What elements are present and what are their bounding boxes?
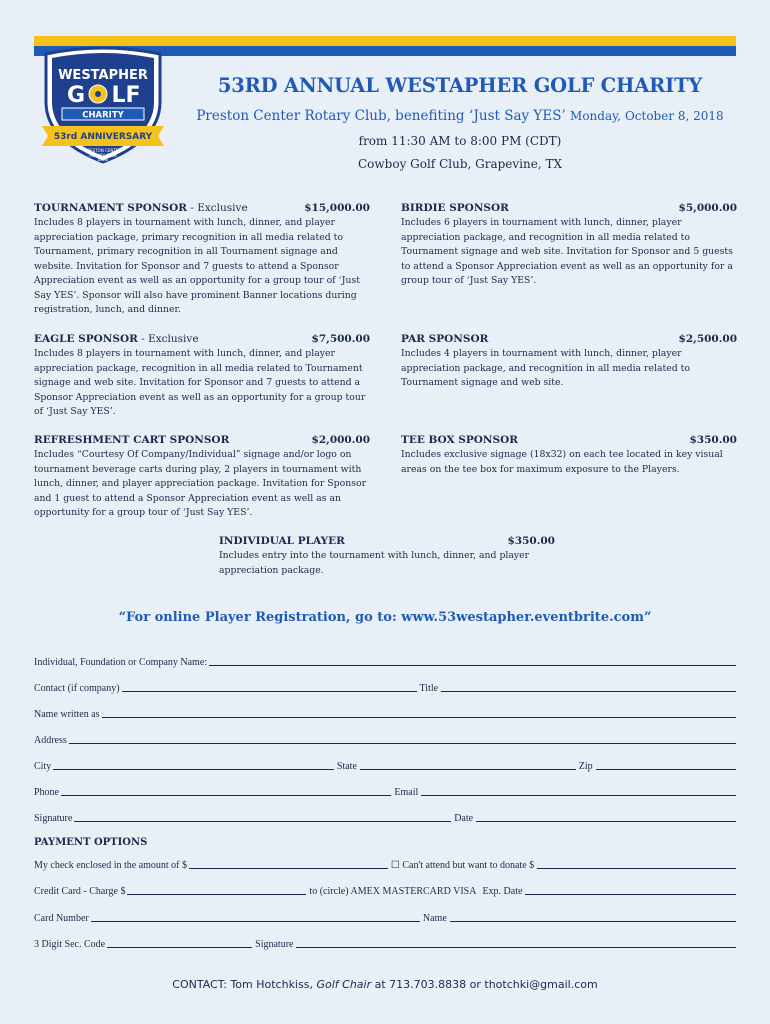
- event-date: Monday, October 8, 2018: [570, 109, 724, 123]
- online-registration[interactable]: “For online Player Registration, go to: www.53westapher.eventbrite.com”: [118, 610, 652, 625]
- contact-role: Golf Chair: [316, 978, 372, 991]
- sponsor-price: $350.00: [507, 535, 555, 547]
- credit-card-label: Credit Card - Charge $: [34, 886, 126, 897]
- contact-field[interactable]: [122, 682, 417, 692]
- form-row-contact: [34, 680, 736, 694]
- event-subtitle: [180, 108, 740, 124]
- card-type-label: to (circle) AMEX MASTERCARD VISA: [309, 886, 477, 897]
- card-signature-label: Signature: [255, 939, 294, 950]
- logo-line2-left: G: [66, 83, 86, 108]
- title-label: Title: [419, 683, 439, 694]
- form-row-phone: [34, 784, 736, 798]
- city-label: City: [34, 761, 52, 772]
- sponsor-exclusive: - Exclusive: [186, 202, 248, 214]
- form-row-city: [34, 758, 736, 772]
- name-written-field[interactable]: [102, 708, 736, 718]
- sponsor-name: PAR SPONSOR: [401, 333, 489, 345]
- form-row-signature: [34, 810, 736, 824]
- refreshment-cart-sponsor: [34, 433, 370, 521]
- contact-suffix[interactable]: at 713.703.8838 or thotchki@gmail.com: [371, 978, 598, 991]
- date-field[interactable]: [476, 812, 736, 822]
- name-field[interactable]: [209, 656, 736, 666]
- name-written-label: Name written as: [34, 709, 100, 720]
- exp-date-label: Exp. Date: [482, 886, 523, 897]
- birdie-sponsor: [401, 201, 737, 289]
- logo-small2: ROTARY CLUB: [89, 153, 117, 158]
- sponsor-price: $7,500.00: [311, 333, 370, 345]
- card-number-field[interactable]: [91, 912, 420, 922]
- sec-code-field[interactable]: [107, 938, 252, 948]
- sponsor-price: $2,500.00: [678, 333, 737, 345]
- eagle-sponsor: [34, 332, 370, 420]
- zip-label: Zip: [578, 761, 593, 772]
- westapher-golf-charity-logo: [34, 40, 172, 166]
- form-row-name-written: [34, 706, 736, 720]
- signature-field[interactable]: [74, 812, 451, 822]
- sponsor-description: Includes 8 players in tournament with lunch, dinner, and player appreciation package, primary recognition in all media related to Tournament, primary recognition in all Tournament signage and website. Invitation for Sponsor and 7 guests to attend a Sponsor Appreciation event as well as an opportunity for a group tour of ‘Just Say YES’. Sponsor will also have prominent Banner locations during registration, lunch, and dinner.: [34, 217, 360, 315]
- sponsor-price: $15,000.00: [304, 202, 370, 214]
- logo-banner: 53rd ANNIVERSARY: [53, 132, 153, 142]
- sponsor-name: INDIVIDUAL PLAYER: [219, 535, 345, 547]
- sponsor-price: $2,000.00: [311, 434, 370, 446]
- city-field[interactable]: [53, 760, 334, 770]
- event-venue: Cowboy Golf Club, Grapevine, TX: [357, 157, 563, 171]
- name-label: Individual, Foundation or Company Name:: [34, 657, 208, 668]
- signature-label: Signature: [34, 813, 73, 824]
- sponsor-price: $5,000.00: [678, 202, 737, 214]
- sponsor-description: Includes 4 players in tournament with lunch, dinner, player appreciation package, and recognition in all media related to Tournament signage and web site.: [401, 348, 690, 388]
- email-field[interactable]: [421, 786, 736, 796]
- form-row-card-number: [34, 910, 736, 924]
- donate-amount-field[interactable]: [537, 859, 736, 869]
- tournament-sponsor: [34, 201, 370, 318]
- card-signature-field[interactable]: [296, 938, 736, 948]
- check-label: My check enclosed in the amount of $: [34, 860, 188, 871]
- sponsor-exclusive: - Exclusive: [137, 333, 199, 345]
- logo-small1: PRESTON CENTER: [84, 148, 122, 153]
- phone-label: Phone: [34, 787, 59, 798]
- contact-label: Contact (if company): [34, 683, 120, 694]
- sponsor-description: Includes 6 players in tournament with lunch, dinner, player appreciation package, and recognition in all media related to Tournament signage and web site. Invitation for Sponsor and 5 guests to attend a Sponsor Appreciation event as well as an opportunity for a group tour of ‘Just Say YES’.: [401, 217, 733, 286]
- page-title: 53RD ANNUAL WESTAPHER GOLF CHARITY: [217, 74, 703, 97]
- individual-player: [219, 534, 555, 578]
- card-number-label: Card Number: [34, 913, 89, 924]
- par-sponsor: [401, 332, 737, 391]
- zip-field[interactable]: [596, 760, 736, 770]
- card-name-label: Name: [422, 913, 447, 924]
- sponsor-description: Includes 8 players in tournament with lunch, dinner, and player appreciation package, recognition in all media related to Tournament signage and web site. Invitation for Sponsor and 7 guests to attend a Sponsor Appreciation event as well as an opportunity for a group tour of ‘Just Say YES’.: [34, 348, 366, 417]
- date-label: Date: [454, 813, 474, 824]
- exp-date-field[interactable]: [525, 885, 736, 895]
- logo-line2-right: LF: [111, 83, 141, 108]
- contact-prefix: CONTACT: Tom Hotchkiss,: [172, 978, 317, 991]
- state-field[interactable]: [360, 760, 576, 770]
- address-field[interactable]: [69, 734, 736, 744]
- sec-code-label: 3 Digit Sec. Code: [34, 939, 106, 950]
- payment-options-title: PAYMENT OPTIONS: [34, 837, 148, 848]
- event-time: from 11:30 AM to 8:00 PM (CDT): [358, 134, 562, 148]
- state-label: State: [336, 761, 357, 772]
- form-row-sec-code: [34, 936, 736, 950]
- logo-line1: WESTAPHER: [58, 68, 148, 83]
- form-row-credit-card: [34, 883, 736, 897]
- sponsor-name: EAGLE SPONSOR: [34, 333, 138, 345]
- address-label: Address: [34, 735, 67, 746]
- title-field[interactable]: [441, 682, 736, 692]
- logo-line3: CHARITY: [82, 110, 124, 121]
- logo-small3: Dallas: [97, 158, 109, 162]
- email-label: Email: [394, 787, 419, 798]
- sponsor-name: TEE BOX SPONSOR: [401, 434, 518, 446]
- form-row-name: [34, 654, 736, 668]
- card-name-field[interactable]: [450, 912, 736, 922]
- form-row-check: [34, 857, 736, 871]
- sponsor-description: Includes entry into the tournament with lunch, dinner, and player appreciation package.: [219, 550, 530, 576]
- subtitle-text: Preston Center Rotary Club, benefiting ‘Just Say YES’: [196, 108, 566, 124]
- credit-card-amount-field[interactable]: [127, 885, 306, 895]
- tee-box-sponsor: [401, 433, 737, 477]
- sponsor-name: TOURNAMENT SPONSOR: [34, 202, 187, 214]
- form-row-address: [34, 732, 736, 746]
- sponsor-name: REFRESHMENT CART SPONSOR: [34, 434, 230, 446]
- donate-label[interactable]: ☐ Can't attend but want to donate $: [390, 860, 535, 871]
- phone-field[interactable]: [61, 786, 391, 796]
- sponsor-price: $350.00: [689, 434, 737, 446]
- sponsor-description: Includes “Courtesy Of Company/Individual” signage and/or logo on tournament beverage carts during play, 2 players in tournament with lunch, dinner, and player appreciation package. Invitation for Sponsor and 1 guest to attend a Sponsor Appreciation event as well as an opportunity for a group tour of ‘Just Say YES’.: [34, 449, 367, 518]
- sponsor-description: Includes exclusive signage (18x32) on each tee located in key visual areas on the tee box for maximum exposure to the Players.: [401, 449, 723, 475]
- sponsor-name: BIRDIE SPONSOR: [401, 202, 509, 214]
- check-amount-field[interactable]: [189, 859, 388, 869]
- contact-line: [34, 978, 736, 991]
